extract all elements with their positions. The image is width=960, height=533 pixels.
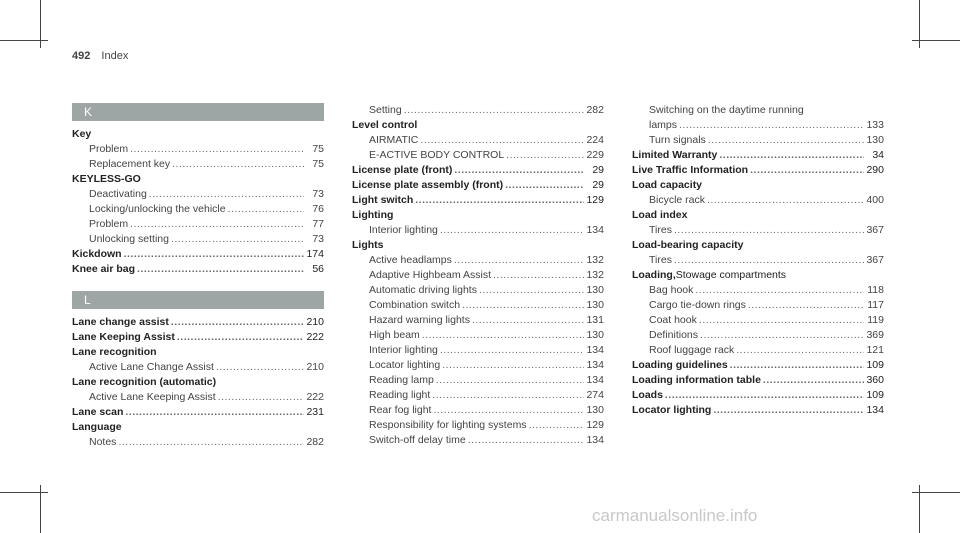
page-reference: 134 xyxy=(586,344,604,356)
index-subentry[interactable] xyxy=(72,390,324,405)
entry-label: Replacement key xyxy=(89,158,171,170)
entry-label: Notes xyxy=(89,436,117,448)
dot-leader xyxy=(118,435,304,450)
page-reference: 229 xyxy=(586,149,604,161)
index-subentry[interactable] xyxy=(632,313,884,328)
index-entry[interactable] xyxy=(72,127,324,142)
dot-leader xyxy=(679,118,864,133)
index-entry[interactable] xyxy=(72,247,324,262)
page-reference: 130 xyxy=(866,134,884,146)
entry-label: Problem xyxy=(89,143,129,155)
page-reference: 274 xyxy=(586,389,604,401)
page-reference: 134 xyxy=(866,404,884,416)
entry-label: Hazard warning lights xyxy=(369,314,470,326)
entry-label: Switch-off delay time xyxy=(369,434,466,446)
entry-label: lamps xyxy=(649,119,678,131)
entry-label: Loads xyxy=(632,389,663,401)
dot-leader xyxy=(149,187,304,202)
dot-leader xyxy=(422,328,584,343)
entry-label: Rear fog light xyxy=(369,404,432,416)
page-reference: 117 xyxy=(867,299,884,311)
entry-label: Loading, xyxy=(632,269,676,281)
index-entry[interactable] xyxy=(72,405,324,420)
index-subentry[interactable] xyxy=(352,343,604,358)
page-reference: 132 xyxy=(586,254,604,266)
entry-label: Automatic driving lights xyxy=(369,284,477,296)
page-reference: 222 xyxy=(306,391,324,403)
index-entry[interactable] xyxy=(352,208,604,223)
dot-leader xyxy=(713,403,864,418)
entry-label: Language xyxy=(72,421,122,433)
index-column-1 xyxy=(72,103,324,450)
index-subentry: Switching on the daytime running xyxy=(649,104,804,116)
dot-leader xyxy=(750,163,864,178)
index-entry[interactable] xyxy=(72,375,324,390)
page-reference: 132 xyxy=(586,269,604,281)
dot-leader xyxy=(440,223,584,238)
page-reference: 130 xyxy=(586,299,604,311)
page-header xyxy=(72,50,128,62)
page-reference: 360 xyxy=(866,374,884,386)
index-subentry[interactable] xyxy=(72,202,324,217)
entry-label: Light switch xyxy=(352,194,414,206)
entry-label: Deactivating xyxy=(89,188,147,200)
entry-label: Lane recognition (automatic) xyxy=(72,376,217,388)
page-reference: 77 xyxy=(312,218,324,230)
dot-leader xyxy=(719,148,864,163)
page-reference: 73 xyxy=(312,233,324,245)
index-subentry[interactable] xyxy=(352,268,604,283)
page-reference: 400 xyxy=(866,194,884,206)
page-reference: 224 xyxy=(586,134,604,146)
dot-leader xyxy=(130,142,304,157)
page-reference: 109 xyxy=(866,389,884,401)
entry-label: KEYLESS-GO xyxy=(72,173,141,185)
page-number: 492 xyxy=(72,50,91,62)
entry-label: Interior lighting xyxy=(369,344,438,356)
index-entry[interactable] xyxy=(72,420,324,435)
crop-mark xyxy=(912,40,960,41)
entry-label: Bag hook xyxy=(649,284,694,296)
dot-leader xyxy=(472,313,584,328)
page-reference: 73 xyxy=(312,188,324,200)
dot-leader xyxy=(442,358,584,373)
dot-leader xyxy=(529,418,584,433)
page-reference: 134 xyxy=(586,434,604,446)
entry-label: Lane change assist xyxy=(72,316,169,328)
entry-label: Loading guidelines xyxy=(632,359,728,371)
index-entry[interactable] xyxy=(632,403,884,418)
index-entry[interactable] xyxy=(72,330,324,345)
dot-leader xyxy=(695,283,864,298)
dot-leader xyxy=(404,103,584,118)
entry-label: Turn signals xyxy=(649,134,706,146)
dot-leader xyxy=(763,373,864,388)
index-subentry[interactable] xyxy=(352,358,604,373)
index-entry[interactable] xyxy=(632,373,884,388)
dot-leader xyxy=(454,253,584,268)
dot-leader xyxy=(707,193,864,208)
index-entry[interactable] xyxy=(632,148,884,163)
entry-label: Reading light xyxy=(369,389,431,401)
dot-leader xyxy=(137,262,304,277)
dot-leader xyxy=(216,360,304,375)
index-subentry[interactable] xyxy=(352,403,604,418)
watermark: carmanualsonline.info xyxy=(592,506,758,525)
entry-label: Kickdown xyxy=(72,248,122,260)
dot-leader xyxy=(479,283,584,298)
entry-label: Cargo tie-down rings xyxy=(649,299,746,311)
entry-label: Lighting xyxy=(352,209,394,221)
index-entry[interactable] xyxy=(632,238,884,253)
index-subentry[interactable] xyxy=(352,298,604,313)
page-reference: 130 xyxy=(586,329,604,341)
dot-leader xyxy=(177,330,304,345)
entry-label: Definitions xyxy=(649,329,699,341)
index-subentry[interactable] xyxy=(72,157,324,172)
index-subentry[interactable] xyxy=(72,232,324,247)
dot-leader xyxy=(674,223,864,238)
page-reference: 210 xyxy=(306,316,324,328)
page-reference: 129 xyxy=(586,194,604,206)
dot-leader xyxy=(125,405,304,420)
page-reference: 34 xyxy=(872,149,884,161)
index-column-3 xyxy=(632,103,884,418)
entry-label: Lane recognition xyxy=(72,346,157,358)
entry-label: Adaptive Highbeam Assist xyxy=(369,269,491,281)
entry-label: Lights xyxy=(352,239,384,251)
index-subentry[interactable] xyxy=(352,313,604,328)
page-reference: 75 xyxy=(312,158,324,170)
entry-label: License plate (front) xyxy=(352,164,453,176)
entry-label: Lane scan xyxy=(72,406,124,418)
page-reference: 29 xyxy=(592,164,604,176)
index-subentry[interactable] xyxy=(632,193,884,208)
dot-leader xyxy=(436,373,584,388)
index-entry[interactable] xyxy=(72,172,324,187)
entry-label: Problem xyxy=(89,218,129,230)
entry-label: Bicycle rack xyxy=(649,194,706,206)
index-entry[interactable] xyxy=(352,163,604,178)
entry-label: Live Traffic Information xyxy=(632,164,749,176)
index-subentry[interactable] xyxy=(352,433,604,448)
page-reference: 210 xyxy=(306,361,324,373)
dot-leader xyxy=(462,298,584,313)
page-reference: 231 xyxy=(306,406,324,418)
entry-label: Interior lighting xyxy=(369,224,438,236)
page-reference: 121 xyxy=(866,344,884,356)
dot-leader xyxy=(433,403,584,418)
page-reference: 118 xyxy=(867,284,884,296)
page-reference: 76 xyxy=(312,203,324,215)
index-subentry[interactable] xyxy=(352,328,604,343)
index-subentry[interactable] xyxy=(352,223,604,238)
index-subentry[interactable] xyxy=(632,328,884,343)
entry-label: Combination switch xyxy=(369,299,461,311)
index-subentry[interactable] xyxy=(352,148,604,163)
index-subentry[interactable] xyxy=(632,223,884,238)
dot-leader xyxy=(708,133,864,148)
page-reference: 75 xyxy=(312,143,324,155)
entry-label: License plate assembly (front) xyxy=(352,179,504,191)
index-subentry[interactable] xyxy=(72,142,324,157)
dot-leader xyxy=(493,268,584,283)
entry-label: Tires xyxy=(649,224,672,236)
index-subentry[interactable] xyxy=(632,133,884,148)
entry-label: Key xyxy=(72,128,92,140)
dot-leader xyxy=(699,313,864,328)
page-reference: 134 xyxy=(586,224,604,236)
entry-label: Active headlamps xyxy=(369,254,452,266)
dot-leader xyxy=(130,217,304,232)
entry-label: Lane Keeping Assist xyxy=(72,331,175,343)
index-subentry[interactable] xyxy=(632,298,884,313)
index-subentry[interactable] xyxy=(352,418,604,433)
index-entry[interactable] xyxy=(72,345,324,360)
crop-mark xyxy=(0,40,48,41)
dot-leader xyxy=(415,193,584,208)
entry-label: Roof luggage rack xyxy=(649,344,735,356)
entry-label: Setting xyxy=(369,104,402,116)
index-subentry[interactable] xyxy=(72,217,324,232)
page-reference: 367 xyxy=(866,224,884,236)
dot-leader xyxy=(171,232,304,247)
dot-leader xyxy=(228,202,304,217)
page-reference: 134 xyxy=(586,374,604,386)
page-reference: 129 xyxy=(586,419,604,431)
dot-leader xyxy=(506,148,584,163)
page-reference: 282 xyxy=(586,104,604,116)
dot-leader xyxy=(468,433,584,448)
index-entry[interactable] xyxy=(352,118,604,133)
entry-label: Locator lighting xyxy=(369,359,441,371)
page-reference: 119 xyxy=(867,314,884,326)
entry-label: E-ACTIVE BODY CONTROL xyxy=(369,149,505,161)
dot-leader xyxy=(665,388,864,403)
dot-leader xyxy=(218,390,304,405)
index-entry[interactable] xyxy=(632,208,884,223)
index-entry[interactable] xyxy=(632,163,884,178)
entry-label: Unlocking setting xyxy=(89,233,169,245)
page-reference: 109 xyxy=(866,359,884,371)
entry-label: Responsibility for lighting systems xyxy=(369,419,527,431)
entry-label: Locking/unlocking the vehicle xyxy=(89,203,226,215)
entry-label: Tires xyxy=(649,254,672,266)
entry-label: Level control xyxy=(352,119,418,131)
page-reference: 174 xyxy=(306,248,324,260)
dot-leader xyxy=(124,247,304,262)
dot-leader xyxy=(420,133,584,148)
section-letter: K xyxy=(72,103,324,121)
page-reference: 56 xyxy=(312,263,324,275)
entry-label: Limited Warranty xyxy=(632,149,718,161)
index-subentry[interactable] xyxy=(352,388,604,403)
entry-label: Coat hook xyxy=(649,314,697,326)
index-subentry[interactable] xyxy=(632,253,884,268)
index-subentry[interactable] xyxy=(352,373,604,388)
index-entry[interactable] xyxy=(632,178,884,193)
index-entry[interactable] xyxy=(72,315,324,330)
entry-label: Reading lamp xyxy=(369,374,434,386)
page-reference: 367 xyxy=(866,254,884,266)
index-subentry[interactable] xyxy=(632,283,884,298)
dot-leader xyxy=(432,388,584,403)
index-subentry[interactable] xyxy=(352,253,604,268)
index-subentry[interactable] xyxy=(632,343,884,358)
entry-label: Active Lane Keeping Assist xyxy=(89,391,216,403)
entry-label: Active Lane Change Assist xyxy=(89,361,214,373)
entry-label-tail: Stowage compartments xyxy=(675,269,787,281)
index-column-2 xyxy=(352,103,604,448)
entry-label: Load-bearing capacity xyxy=(632,239,744,251)
dot-leader xyxy=(736,343,864,358)
page-title: Index xyxy=(101,50,129,62)
index-entry[interactable] xyxy=(632,268,884,283)
crop-mark xyxy=(912,492,960,493)
page-reference: 282 xyxy=(306,436,324,448)
dot-leader xyxy=(748,298,864,313)
page-reference: 29 xyxy=(592,179,604,191)
index-entry[interactable] xyxy=(352,238,604,253)
index-entry[interactable] xyxy=(352,178,604,193)
index-entry[interactable] xyxy=(632,388,884,403)
index-entry[interactable] xyxy=(72,262,324,277)
dot-leader xyxy=(674,253,864,268)
index-subentry[interactable] xyxy=(352,283,604,298)
crop-mark xyxy=(0,492,48,493)
index-entry[interactable] xyxy=(632,358,884,373)
page-reference: 130 xyxy=(586,284,604,296)
dot-leader xyxy=(454,163,584,178)
page-reference: 134 xyxy=(586,359,604,371)
index-subentry[interactable] xyxy=(632,118,884,133)
section-letter: L xyxy=(72,291,324,309)
entry-label: Knee air bag xyxy=(72,263,136,275)
entry-label: Load capacity xyxy=(632,179,703,191)
entry-label: Locator lighting xyxy=(632,404,712,416)
index-entry[interactable] xyxy=(352,193,604,208)
page-reference: 131 xyxy=(586,314,604,326)
dot-leader xyxy=(730,358,864,373)
entry-label: AIRMATIC xyxy=(369,134,419,146)
dot-leader xyxy=(505,178,584,193)
dot-leader xyxy=(172,157,304,172)
page-reference: 133 xyxy=(866,119,884,131)
page-reference: 290 xyxy=(866,164,884,176)
dot-leader xyxy=(440,343,584,358)
entry-label: High beam xyxy=(369,329,420,341)
page-reference: 369 xyxy=(866,329,884,341)
index-subentry[interactable] xyxy=(72,187,324,202)
index-subentry[interactable] xyxy=(72,360,324,375)
index-subentry[interactable] xyxy=(352,133,604,148)
entry-label: Loading information table xyxy=(632,374,761,386)
dot-leader xyxy=(700,328,864,343)
index-subentry[interactable] xyxy=(352,103,604,118)
page-reference: 222 xyxy=(306,331,324,343)
dot-leader xyxy=(171,315,304,330)
index-subentry[interactable] xyxy=(72,435,324,450)
page-reference: 130 xyxy=(586,404,604,416)
entry-label: Load index xyxy=(632,209,688,221)
